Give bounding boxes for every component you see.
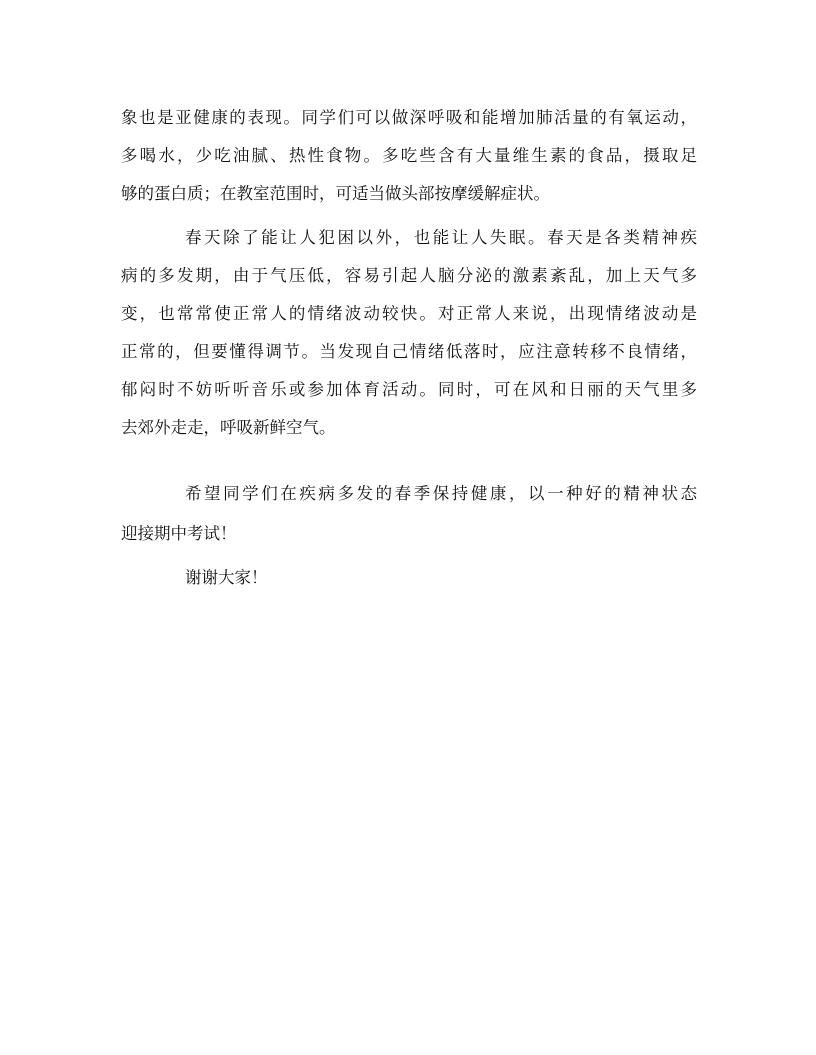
paragraph-line: 象也是亚健康的表现。同学们可以做深呼吸和能增加肺活量的有氧运动， [121,108,697,127]
paragraph-line: 正常的，但要懂得调节。当发现自己情绪低落时，应注意转移不良情绪， [121,342,697,361]
paragraph-line: 迎接期中考试！ [121,524,237,543]
closing-line: 谢谢大家！ [185,568,268,587]
paragraph-line: 去郊外走走，呼吸新鲜空气。 [121,418,336,437]
paragraph-line: 变，也常常使正常人的情绪波动较快。对正常人来说，出现情绪波动是 [121,304,697,323]
paragraph-line: 希望同学们在疾病多发的春季保持健康，以一种好的精神状态 [185,484,697,503]
paragraph-line: 多喝水，少吃油腻、热性食物。多吃些含有大量维生素的食品，摄取足 [121,146,697,165]
paragraph-line: 春天除了能让人犯困以外，也能让人失眠。春天是各类精神疾 [185,228,697,247]
paragraph-line: 够的蛋白质；在教室范围时，可适当做头部按摩缓解症状。 [121,184,550,203]
paragraph-line: 病的多发期，由于气压低，容易引起人脑分泌的激素紊乱，加上天气多 [121,266,697,285]
paragraph-line: 郁闷时不妨听听音乐或参加体育活动。同时，可在风和日丽的天气里多 [121,380,697,399]
